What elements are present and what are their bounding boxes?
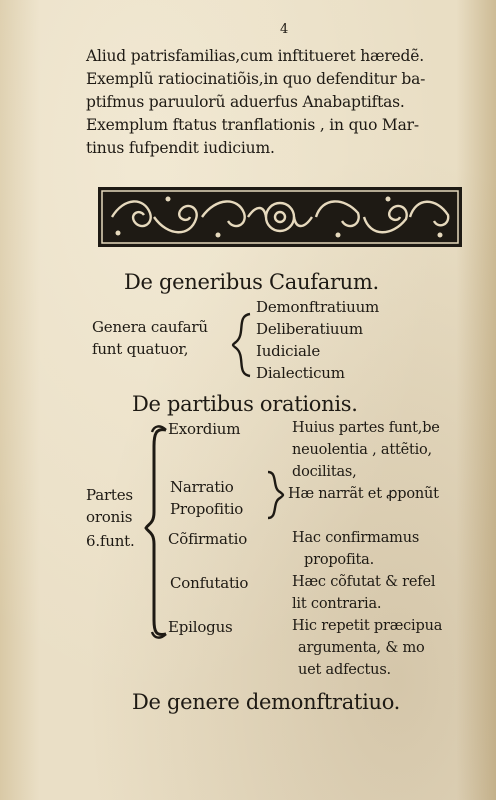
causa-item-2: Deliberatiuum xyxy=(256,320,363,338)
part-epilogus: Epilogus xyxy=(168,618,233,636)
heading-orationis: De partibus orationis. xyxy=(132,392,358,416)
intro-line-3: ptifmus paruulorũ aduerfus Anabaptiftas. xyxy=(86,93,405,111)
note-confutatio-2: lit contraria. xyxy=(292,596,382,612)
ornament-band xyxy=(98,187,462,247)
partes-label-2: oronis xyxy=(86,508,133,526)
note-confutatio-1: Hæc cõfutat & refel xyxy=(292,574,436,590)
partes-label-3: 6.funt. xyxy=(86,532,135,550)
part-exordium: Exordium xyxy=(168,420,241,438)
note-epilogus-2: argumenta, & mo xyxy=(298,640,425,656)
part-narratio: Narratio xyxy=(170,478,234,496)
genera-label-2: funt quatuor, xyxy=(92,340,189,358)
intro-line-1: Aliud patrisfamilias,cum inftitueret hæredẽ. xyxy=(86,47,424,65)
narratio-brace xyxy=(266,470,288,520)
note-confirmatio-1: Hac confirmamus xyxy=(292,530,420,546)
note-epilogus-3: uet adfectus. xyxy=(298,662,391,678)
note-exordium-1: Huius partes funt,be xyxy=(292,420,440,436)
intro-line-4: Exemplum ftatus tranflationis , in quo Mar- xyxy=(86,116,419,134)
note-confirmatio-2: propofita. xyxy=(304,552,375,568)
note-exordium-3: docilitas, xyxy=(292,464,357,480)
genera-brace xyxy=(226,312,256,378)
genera-label-1: Genera caufarũ xyxy=(92,318,208,336)
note-narratio: Hæ narrãt et ꝓponũt xyxy=(288,486,439,502)
note-exordium-2: neuolentia , attẽtio, xyxy=(292,442,432,458)
intro-line-5: tinus fufpendit iudicium. xyxy=(86,139,275,157)
causa-item-4: Dialecticum xyxy=(256,364,345,382)
partes-label-1: Partes xyxy=(86,486,133,504)
heading-demonstrativo: De genere demonftratiuo. xyxy=(132,690,401,714)
heading-causarum: De generibus Caufarum. xyxy=(124,270,379,294)
intro-line-2: Exemplũ ratiocinatiõis,in quo defenditur ba- xyxy=(86,70,426,88)
causa-item-3: Iudiciale xyxy=(256,342,321,360)
part-propositio: Propofitio xyxy=(170,500,244,518)
page-number: 4 xyxy=(280,22,289,37)
note-epilogus-1: Hic repetit præcipua xyxy=(292,618,443,634)
causa-item-1: Demonftratiuum xyxy=(256,298,380,316)
part-confirmatio: Cõfirmatio xyxy=(168,530,248,548)
partes-brace xyxy=(144,420,168,640)
part-confutatio: Confutatio xyxy=(170,574,249,592)
